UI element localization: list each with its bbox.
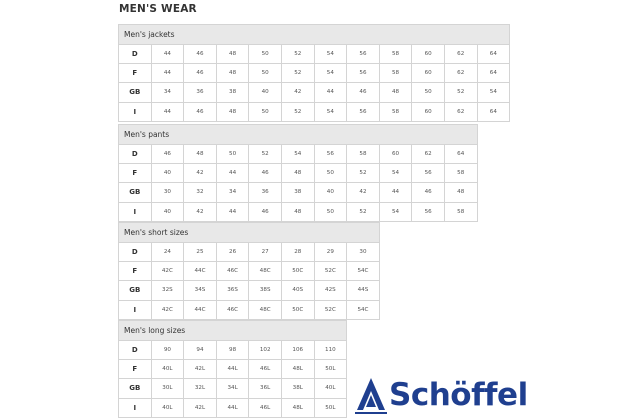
row-label: I [119,399,152,418]
size-cell: 38 [282,183,315,202]
size-cell: 54 [315,103,348,122]
size-cell: 46C [217,301,250,320]
size-cell: 50C [282,301,315,320]
size-cell: 32L [184,379,217,398]
size-cell: 30 [152,183,185,202]
size-cell: 42L [184,399,217,418]
size-cell: 106 [282,341,315,360]
size-cell: 30L [152,379,185,398]
row-label: GB [119,379,152,398]
table-row [119,379,347,398]
size-cell: 50 [315,203,348,222]
size-cell: 46L [249,399,282,418]
size-cell: 44 [152,64,185,83]
table-row [119,64,510,83]
size-cell: 50L [315,360,348,379]
size-cell: 58 [380,64,413,83]
size-cell: 42 [347,183,380,202]
size-cell: 46 [184,45,217,64]
table-row [119,262,380,281]
size-cell: 36 [184,83,217,102]
size-cell: 62 [412,145,445,164]
row-label: F [119,164,152,183]
size-cell: 42L [184,360,217,379]
schoffel-logo [354,372,528,418]
size-cell: 42 [282,83,315,102]
size-cell: 30 [347,243,380,262]
size-cell: 52 [282,45,315,64]
size-cell: 50 [217,145,250,164]
row-label: D [119,341,152,360]
table-row [119,243,380,262]
size-cell: 25 [184,243,217,262]
mountain-logo-icon [354,376,388,414]
size-cell: 50 [412,83,445,102]
table-row [119,341,347,360]
size-cell: 62 [445,103,478,122]
size-table [118,320,347,418]
size-cell: 40L [152,360,185,379]
size-cell: 44 [152,103,185,122]
size-cell: 42S [315,281,348,300]
size-cell: 56 [315,145,348,164]
size-table [118,222,380,320]
table-row [119,399,347,418]
size-cell: 50 [249,45,282,64]
size-cell: 56 [412,203,445,222]
size-cell: 38L [282,379,315,398]
size-cell: 36L [249,379,282,398]
size-cell: 60 [380,145,413,164]
size-cell: 54 [380,203,413,222]
size-cell: 40 [152,164,185,183]
size-cell: 48 [282,164,315,183]
size-cell: 54 [380,164,413,183]
size-cell: 58 [380,103,413,122]
size-cell: 40 [315,183,348,202]
size-cell: 50 [315,164,348,183]
size-cell: 40 [152,203,185,222]
size-cell: 24 [152,243,185,262]
row-label: F [119,360,152,379]
size-cell: 40S [282,281,315,300]
size-cell: 34 [217,183,250,202]
size-table [118,124,478,222]
size-cell: 50L [315,399,348,418]
table-row [119,83,510,102]
section-title: Men's long sizes [119,321,347,341]
size-cell: 54 [315,64,348,83]
size-cell: 58 [380,45,413,64]
table-row [119,301,380,320]
size-cell: 40 [249,83,282,102]
size-cell: 58 [445,164,478,183]
size-cell: 56 [347,64,380,83]
size-cell: 54C [347,262,380,281]
size-cell: 44C [184,301,217,320]
row-label: F [119,64,152,83]
size-cell: 27 [249,243,282,262]
size-cell: 28 [282,243,315,262]
size-cell: 48L [282,360,315,379]
size-cell: 52 [282,103,315,122]
size-cell: 40L [152,399,185,418]
size-cell: 46 [184,103,217,122]
table-row [119,45,510,64]
size-cell: 38 [217,83,250,102]
row-label: I [119,203,152,222]
row-label: I [119,301,152,320]
size-cell: 40L [315,379,348,398]
size-cell: 64 [478,45,511,64]
size-cell: 42C [152,262,185,281]
section-title: Men's short sizes [119,223,380,243]
size-cell: 52 [347,164,380,183]
size-cell: 52C [315,262,348,281]
size-cell: 52 [347,203,380,222]
size-cell: 32S [152,281,185,300]
table-row [119,164,478,183]
size-cell: 50C [282,262,315,281]
size-cell: 44 [217,164,250,183]
size-cell: 44L [217,360,250,379]
size-cell: 48C [249,301,282,320]
row-label: D [119,243,152,262]
size-cell: 62 [445,45,478,64]
row-label: GB [119,281,152,300]
row-label: GB [119,83,152,102]
size-cell: 46 [347,83,380,102]
size-cell: 60 [412,45,445,64]
size-cell: 64 [445,145,478,164]
size-cell: 46C [217,262,250,281]
size-cell: 48L [282,399,315,418]
size-cell: 46 [412,183,445,202]
size-cell: 42 [184,164,217,183]
size-cell: 46 [249,203,282,222]
size-cell: 44 [315,83,348,102]
size-cell: 90 [152,341,185,360]
size-cell: 34S [184,281,217,300]
size-cell: 48 [217,64,250,83]
size-cell: 42C [152,301,185,320]
size-cell: 58 [445,203,478,222]
table-row [119,281,380,300]
size-cell: 54 [478,83,511,102]
size-cell: 52 [445,83,478,102]
row-label: D [119,45,152,64]
row-label: GB [119,183,152,202]
size-cell: 44 [217,203,250,222]
size-cell: 46L [249,360,282,379]
size-cell: 48 [217,103,250,122]
section-title: Men's jackets [119,25,510,45]
size-cell: 56 [347,103,380,122]
size-cell: 52 [249,145,282,164]
size-cell: 48 [217,45,250,64]
size-cell: 44L [217,399,250,418]
size-cell: 102 [249,341,282,360]
logo-wordmark: Schöffel [389,377,528,413]
size-cell: 48 [445,183,478,202]
size-cell: 34 [152,83,185,102]
size-cell: 34L [217,379,250,398]
size-cell: 56 [347,45,380,64]
size-cell: 48C [249,262,282,281]
size-cell: 44 [380,183,413,202]
size-cell: 50 [249,103,282,122]
size-cell: 48 [184,145,217,164]
row-label: I [119,103,152,122]
table-row [119,183,478,202]
size-cell: 110 [315,341,348,360]
size-cell: 46 [249,164,282,183]
size-cell: 36 [249,183,282,202]
size-cell: 60 [412,64,445,83]
table-row [119,203,478,222]
size-cell: 44S [347,281,380,300]
size-cell: 29 [315,243,348,262]
row-label: D [119,145,152,164]
table-row [119,103,510,122]
size-cell: 58 [347,145,380,164]
size-cell: 38S [249,281,282,300]
size-cell: 46 [184,64,217,83]
size-cell: 60 [412,103,445,122]
size-cell: 54C [347,301,380,320]
size-cell: 64 [478,64,511,83]
table-row [119,360,347,379]
size-cell: 52C [315,301,348,320]
size-cell: 54 [315,45,348,64]
row-label: F [119,262,152,281]
size-cell: 50 [249,64,282,83]
size-cell: 48 [380,83,413,102]
section-title: Men's pants [119,125,478,145]
size-cell: 32 [184,183,217,202]
size-cell: 54 [282,145,315,164]
size-cell: 48 [282,203,315,222]
size-cell: 44C [184,262,217,281]
table-row [119,145,478,164]
size-cell: 94 [184,341,217,360]
page-title: MEN'S WEAR [119,3,197,15]
size-cell: 46 [152,145,185,164]
size-cell: 56 [412,164,445,183]
size-cell: 36S [217,281,250,300]
size-cell: 64 [478,103,511,122]
size-cell: 62 [445,64,478,83]
size-table [118,24,510,122]
size-cell: 98 [217,341,250,360]
size-cell: 26 [217,243,250,262]
size-cell: 44 [152,45,185,64]
size-cell: 52 [282,64,315,83]
size-cell: 42 [184,203,217,222]
